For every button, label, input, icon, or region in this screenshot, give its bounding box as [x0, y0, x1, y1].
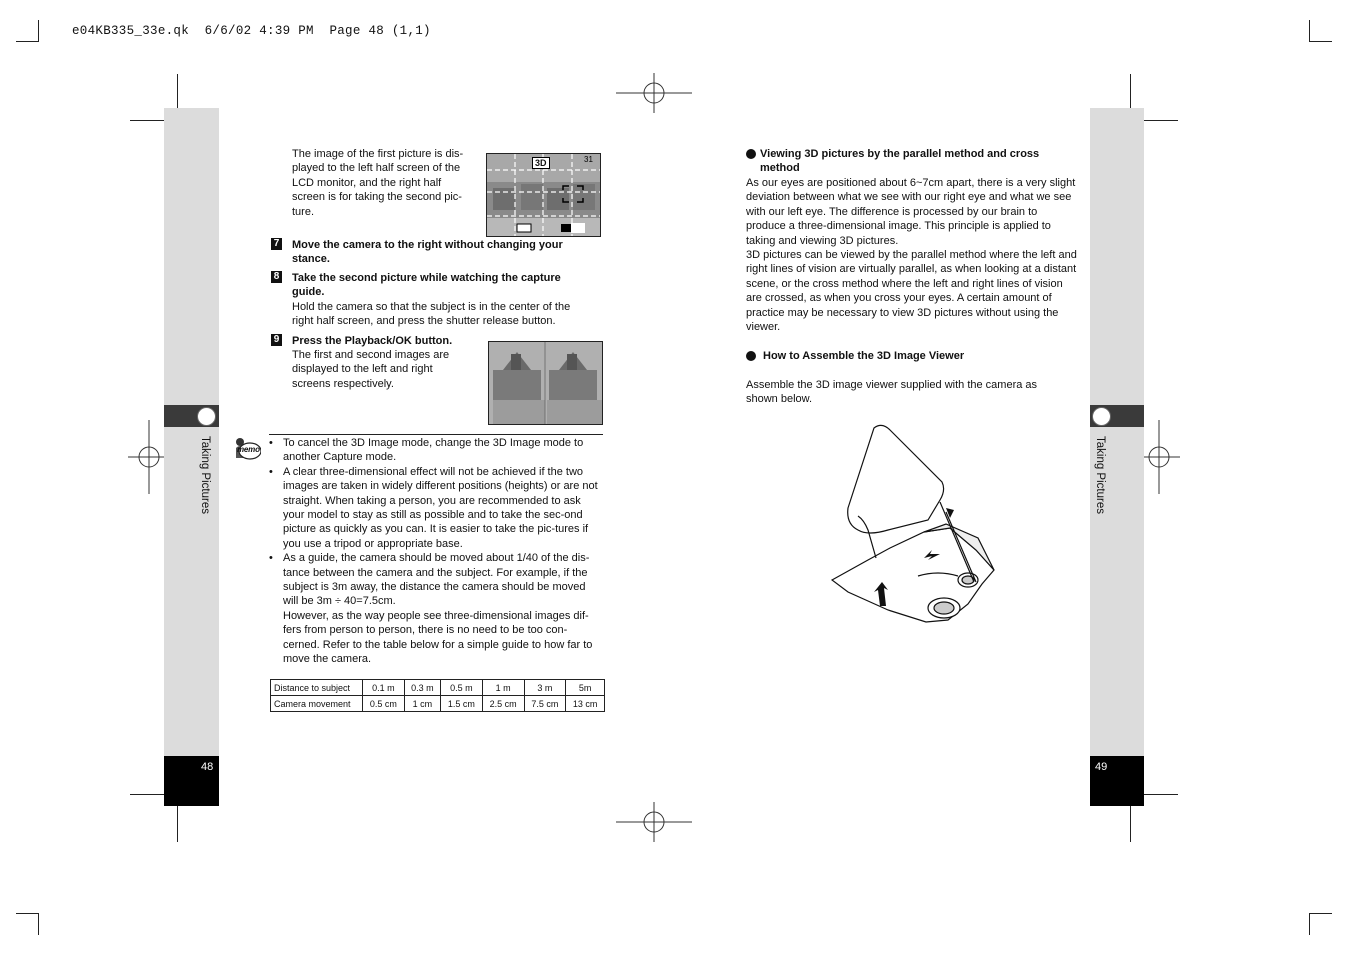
- memo-label: memo: [237, 445, 260, 454]
- table-cell: 3 m: [524, 680, 566, 696]
- section2-bullet: [746, 351, 756, 361]
- stereo-playback-image: [488, 341, 603, 425]
- right-page-number: 49: [1095, 761, 1108, 773]
- left-section-label: Taking Pictures: [199, 436, 211, 514]
- table-cell: 1 m: [482, 680, 524, 696]
- section2-heading: How to Assemble the 3D Image Viewer: [763, 350, 965, 362]
- table-cell: 0.5 m: [441, 680, 483, 696]
- section1-para1: As our eyes are positioned about 6~7cm apart, there is a very slight deviation between what we see with our right eye and what we see with our left eye. The difference is processed by our brain to produce a three-dimensional image. This principle is applied to taking and viewing 3D pictures.: [746, 177, 1076, 247]
- step-8-title: Take the second picture while watching the capture guide.: [292, 272, 561, 299]
- step-9-title: Press the Playback/OK button.: [292, 335, 453, 347]
- right-tab-indicator: [1092, 407, 1111, 426]
- section2-para: Assemble the 3D image viewer supplied with the camera as shown below.: [746, 379, 1038, 406]
- table-cell: 13 cm: [566, 696, 605, 712]
- memo-item: • To cancel the 3D Image mode, change the 3D Image mode to another Capture mode.: [269, 436, 599, 465]
- table-cell: 1 cm: [404, 696, 440, 712]
- memo-item: • A clear three-dimensional effect will not be achieved if the two images are taken in widely different positions (heights) or are not straight. When taking a person, you are recommended to ask your model to stay as still as possible and to take the sec-ond picture as quickly as you can. It is easier to take the pic-tures if you use a tripod or appropriate base.: [269, 465, 599, 551]
- mode-3d-badge: 3D: [532, 157, 550, 169]
- print-slug: e04KB335_33e.qk 6/6/02 4:39 PM Page 48 (1,1): [72, 24, 431, 38]
- step-7-title: Move the camera to the right without changing your stance.: [292, 239, 563, 266]
- step-9-body: The first and second images are displayed to the left and right screens respectively.: [292, 349, 450, 390]
- left-page-number: 48: [201, 761, 214, 773]
- table-cell: 2.5 cm: [482, 696, 524, 712]
- section1-para2: 3D pictures can be viewed by the parallel method where the left and right lines of vision are virtually parallel, as when looking at a distant scene, or the cross method where the left and right lines of vision are crossed, as when you cross your eyes. A certain amount of practice may be necessary to view 3D pictures without using the viewer.: [746, 249, 1077, 334]
- table-cell: 0.3 m: [404, 680, 440, 696]
- left-tab-indicator: [197, 407, 216, 426]
- memo-item: • As a guide, the camera should be moved about 1/40 of the dis-tance between the camera and the subject. For example, if the subject is 3m away, the distance the camera should be moved will be 3m ÷ 40=7.5cm. However, as the way people see three-dimensional images dif-fers from person to person, there is no need to be too con-cerned. Refer to the table below for a simple guide to how far to move the camera.: [269, 551, 599, 666]
- table-cell: 0.5 cm: [363, 696, 405, 712]
- step-7-number: 7: [271, 238, 282, 250]
- step-8-number: 8: [271, 271, 282, 283]
- right-section-label: Taking Pictures: [1094, 436, 1106, 514]
- table-row: [271, 696, 605, 712]
- table-cell: 1.5 cm: [441, 696, 483, 712]
- table-row-header: Camera movement: [271, 696, 363, 712]
- table-cell: 5m: [566, 680, 605, 696]
- table-cell: 7.5 cm: [524, 696, 566, 712]
- section1-bullet: [746, 149, 756, 159]
- table-row-header: Distance to subject: [271, 680, 363, 696]
- left-page-number-box: [164, 756, 219, 806]
- memo-divider: [269, 434, 603, 435]
- right-page-number-box: [1090, 756, 1144, 806]
- section1-heading: Viewing 3D pictures by the parallel method and cross method: [760, 148, 1040, 175]
- viewer-assembly-illustration: [828, 420, 1000, 628]
- step-8-body: Hold the camera so that the subject is in the center of the right half screen, and press the shutter release button.: [292, 301, 571, 328]
- table-cell: 0.1 m: [363, 680, 405, 696]
- intro-paragraph: The image of the first picture is dis-played to the left half screen of the LCD monitor, and the right half screen is for taking the second pic-ture.: [292, 148, 464, 218]
- camera-movement-table: [270, 679, 605, 712]
- step-9-number: 9: [271, 334, 282, 346]
- table-row: [271, 680, 605, 696]
- memo-list: [269, 436, 599, 667]
- frame-count: 31: [584, 155, 593, 164]
- lcd-capture-guide-image: [486, 153, 601, 237]
